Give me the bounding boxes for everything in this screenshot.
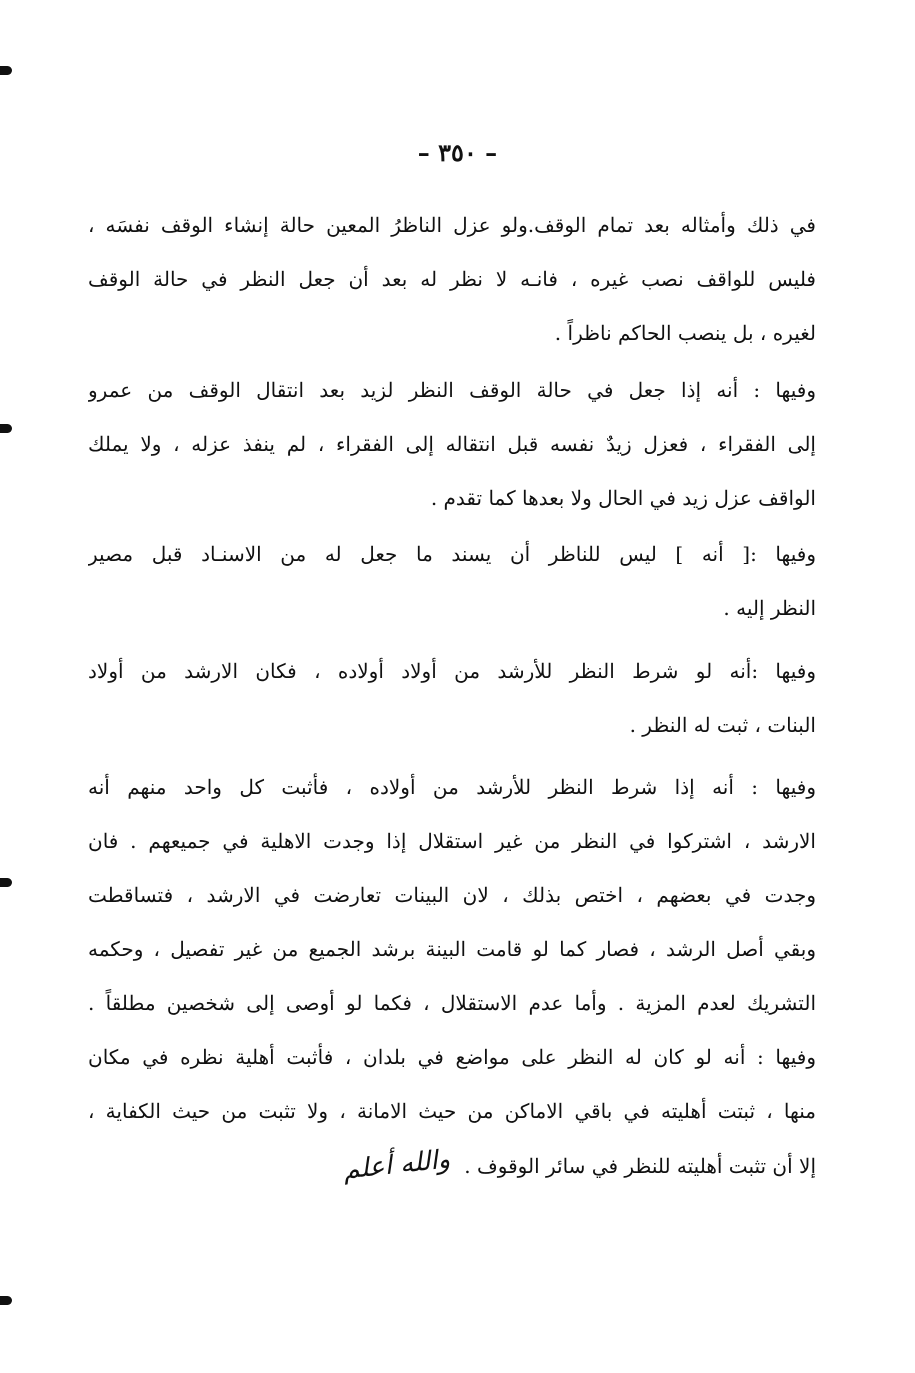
text-line: وفيها : أنه إذا جعل في حالة الوقف النظر لزيد بعد انتقال الوقف من عمرو <box>88 378 816 402</box>
text-line: فليس للواقف نصب غيره ، فانـه لا نظر له بعد أن جعل النظر في حالة الوقف <box>88 267 816 291</box>
paragraph <box>88 363 816 525</box>
text-line: الارشد ، اشتركوا في النظر من غير استقلال إذا وجدت الاهلية في جميعهم . فان <box>88 829 816 853</box>
text-line: لغيره ، بل ينصب الحاكم ناظراً . <box>554 321 816 345</box>
paragraph <box>88 527 816 635</box>
paragraph <box>88 644 816 752</box>
paragraph <box>88 198 816 360</box>
edge-mark <box>0 424 12 433</box>
edge-mark <box>0 66 12 75</box>
text-line-content: إلا أن تثبت أهليته للنظر في سائر الوقوف . <box>464 1154 816 1178</box>
edge-mark <box>0 878 12 887</box>
text-line <box>88 1138 816 1192</box>
text-line: وفيها :أنه لو شرط النظر للأرشد من أولاد أولاده ، فكان الارشد من أولاد <box>88 659 816 683</box>
page-number: – ٣٥٠ – <box>417 138 498 167</box>
text-line: وفيها :[ أنه ] ليس للناظر أن يسند ما جعل له من الاسنـاد قبل مصير <box>88 542 816 566</box>
text-line: وفيها : أنه لو كان له النظر على مواضع في بلدان ، فأثبت أهلية نظره في مكان <box>88 1045 816 1069</box>
text-line: إلى الفقراء ، فعزل زيدٌ نفسه قبل انتقاله إلى الفقراء ، لم ينفذ عزله ، ولا يملك <box>88 432 816 456</box>
text-line: النظر إليه . <box>723 596 816 620</box>
text-line: التشريك لعدم المزية . وأما عدم الاستقلال ، فكما لو أوصى إلى شخصين مطلقاً . <box>88 991 816 1015</box>
handwritten-signature: والله أعلم <box>341 1144 452 1186</box>
text-line: الواقف عزل زيد في الحال ولا بعدها كما تقدم . <box>430 486 816 510</box>
text-line: وفيها : أنه إذا شرط النظر للأرشد من أولاده ، فأثبت كل واحد منهم أنه <box>88 775 816 799</box>
text-line: البنات ، ثبت له النظر . <box>629 713 816 737</box>
paragraph <box>88 1030 816 1192</box>
text-line: منها ، ثبتت أهليته في باقي الاماكن من حيث الامانة ، ولا تثبت من حيث الكفاية ، <box>88 1099 816 1123</box>
edge-mark <box>0 1296 12 1305</box>
paragraph <box>88 760 816 1030</box>
text-line: وبقي أصل الرشد ، فصار كما لو قامت البينة برشد الجميع من غير تفصيل ، وحكمه <box>88 937 816 961</box>
text-line: وجدت في بعضهم ، اختص بذلك ، لان البينات تعارضت في الارشد ، فتساقطت <box>88 883 816 907</box>
text-line: في ذلك وأمثاله بعد تمام الوقف.ولو عزل الناظرُ المعين حالة إنشاء الوقف نفسَه ، <box>88 213 816 237</box>
